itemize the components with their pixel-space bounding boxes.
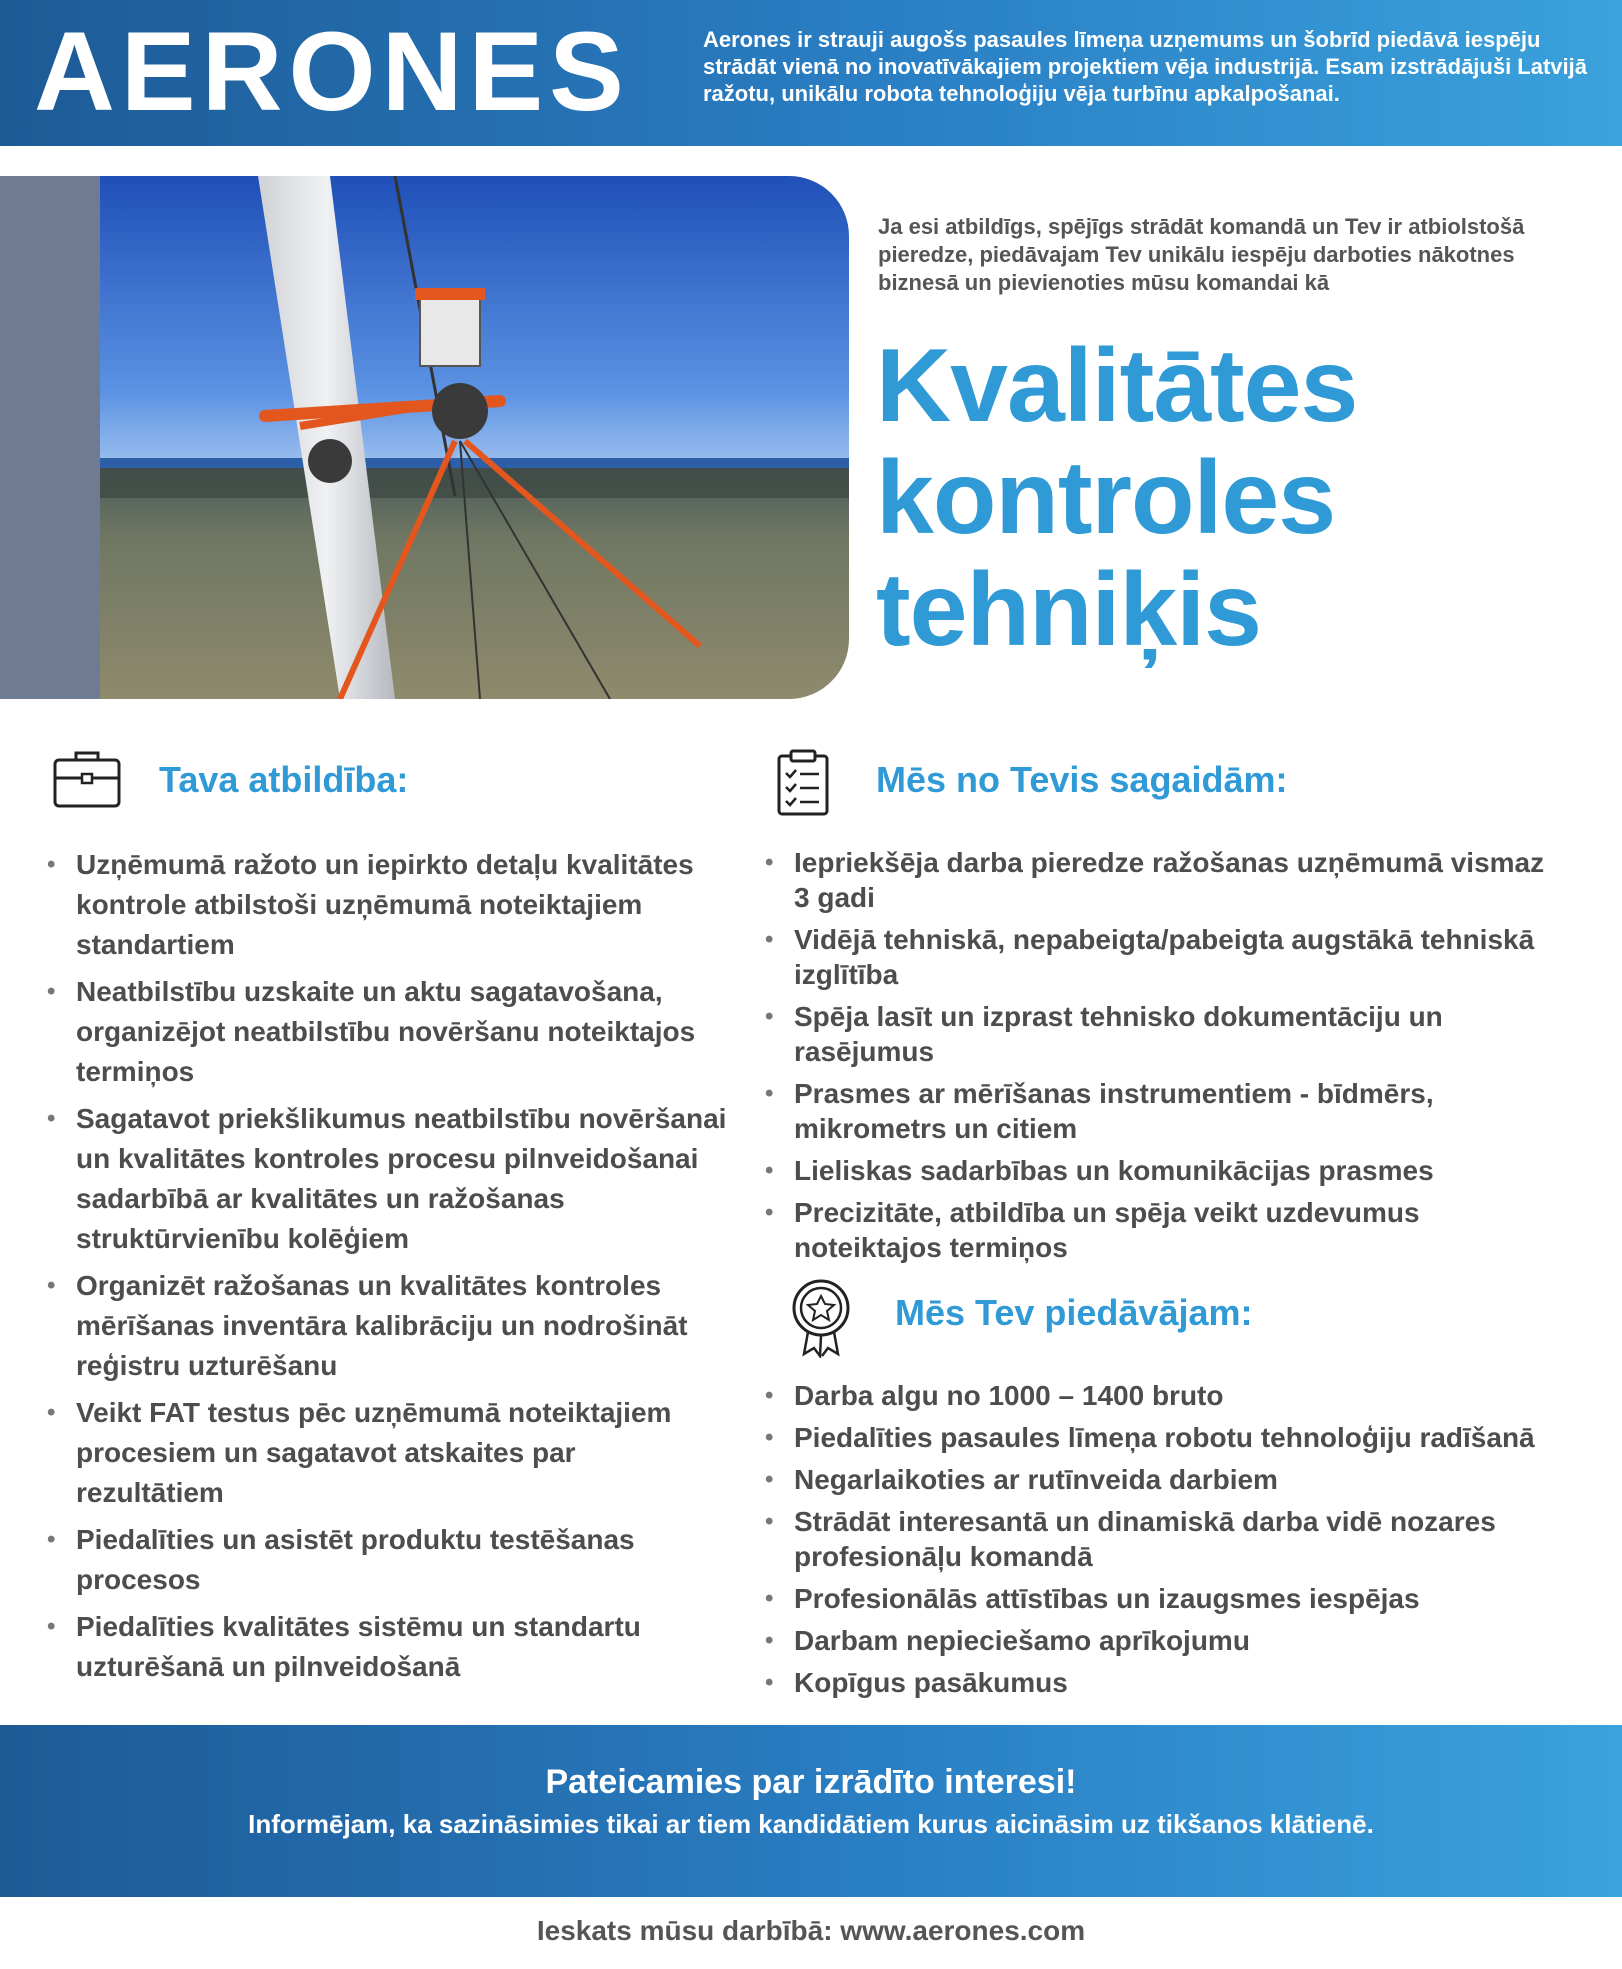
award-badge-icon [788,1278,854,1358]
header-banner [0,0,1622,146]
list-item: • Darbam nepieciešamo aprīkojumu [765,1623,1565,1658]
clipboard-checklist-icon [775,748,831,818]
list-item: • Negarlaikoties ar rutīnveida darbiem [765,1462,1565,1497]
job-title-line: Kvalitātes [876,328,1358,444]
responsibilities-heading: Tava atbildība: [159,759,409,800]
list-item: • Kopīgus pasākumus [765,1665,1565,1700]
offers-list [765,1378,1565,1707]
list-item: • Darba algu no 1000 – 1400 bruto [765,1378,1565,1413]
list-item: • Piedalīties un asistēt produktu testēšanas procesos [47,1520,727,1600]
list-item: • Prasmes ar mērīšanas instrumentiem - bīdmērs, mikrometrs un citiem [765,1076,1565,1146]
job-title-line: kontroles [876,440,1336,556]
list-item: • Veikt FAT testus pēc uzņēmumā noteiktajiem procesiem un sagatavot atskaites par rezultātiem [47,1393,727,1513]
responsibilities-list [47,845,727,1694]
company-description: Aerones ir strauji augošs pasaules līmeņa uzņemums un šobrīd piedāvā iespēju strādāt vienā no inovatīvākajiem projektiem vēja industrijā. Esam izstrādājuši Latvijā ražotu, unikālu robota tehnoloģiju vēja turbīnu apkalpošanai. [703,27,1588,106]
list-item: • Strādāt interesantā un dinamiskā darba vidē nozares profesionāļu komandā [765,1504,1565,1574]
offers-heading: Mēs Tev piedāvājam: [895,1292,1253,1333]
footer-banner [0,1725,1622,1897]
expectations-heading: Mēs no Tevis sagaidām: [876,759,1288,800]
list-item: • Neatbilstību uzskaite un aktu sagatavošana, organizējot neatbilstību novēršanu noteiktajos termiņos [47,972,727,1092]
list-item: • Precizitāte, atbildība un spēja veikt uzdevumus noteiktajos termiņos [765,1195,1565,1265]
aerones-logo [34,18,674,128]
list-item: • Organizēt ražošanas un kvalitātes kontroles mērīšanas inventāra kalibrāciju un nodrošināt reģistru uzturēšanu [47,1266,727,1386]
hero-photo-robot-on-turbine [0,176,849,699]
list-item: • Sagatavot priekšlikumus neatbilstību novēršanai un kvalitātes kontroles procesu pilnveidošanai sadarbībā ar kvalitātes un ražošanas struktūrvienību kolēģiem [47,1099,727,1259]
list-item: • Vidējā tehniskā, nepabeigta/pabeigta augstākā tehniskā izglītība [765,922,1565,992]
footer-info: Informējam, ka sazināsimies tikai ar tiem kandidātiem kurus aicināsim uz tikšanos klātienē. [248,1809,1374,1839]
list-item: • Piedalīties pasaules līmeņa robotu tehnoloģiju radīšanā [765,1420,1565,1455]
briefcase-icon [52,748,122,810]
list-item: • Uzņēmumā ražoto un iepirkto detaļu kvalitātes kontrole atbilstoši uzņēmumā noteiktajiem standartiem [47,845,727,965]
intro-text: Ja esi atbildīgs, spējīgs strādāt komandā un Tev ir atbiolstošā pieredze, piedāvajam Tev unikālu iespēju darboties nākotnes biznesā un pievienoties mūsu komandai kā [878,214,1525,295]
list-item: • Piedalīties kvalitātes sistēmu un standartu uzturēšanā un pilnveidošanā [47,1607,727,1687]
list-item: • Profesionālās attīstības un izaugsmes iespējas [765,1581,1565,1616]
expectations-list [765,845,1565,1272]
list-item: • Spēja lasīt un izprast tehnisko dokumentāciju un rasējumus [765,999,1565,1069]
list-item: • Lieliskas sadarbības un komunikācijas prasmes [765,1153,1565,1188]
list-item: • Iepriekšēja darba pieredze ražošanas uzņēmumā vismaz 3 gadi [765,845,1565,915]
job-title-line: tehniķis [876,552,1261,668]
website-link[interactable]: Ieskats mūsu darbībā: www.aerones.com [536,1915,1086,1946]
job-title [876,330,1596,666]
footer-thanks: Pateicamies par izrādīto interesi! [545,1763,1077,1801]
logo-text: AERONES [34,18,630,128]
